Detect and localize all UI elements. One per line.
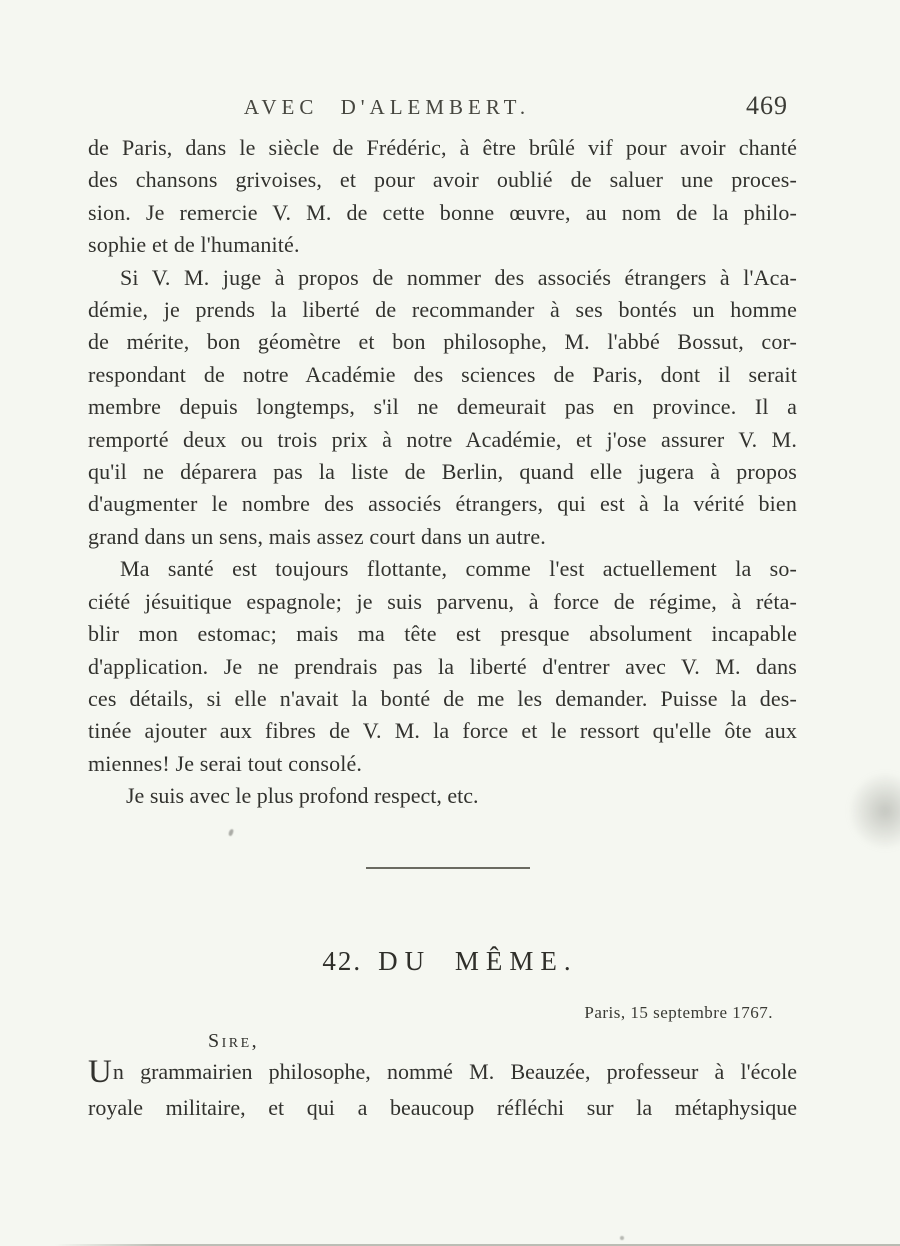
text-line: royale militaire, et qui a beaucoup réfléchi sur la métaphysique [88,1095,797,1120]
running-title: AVEC D'ALEMBERT. [243,95,531,119]
text-line: de Paris, dans le siècle de Frédéric, à être brûlé vif pour avoir chanté [88,135,797,160]
initial-capital: U [88,1054,113,1090]
section-divider-rule [366,867,530,869]
text-line: démie, je prends la liberté de recommander à ses bontés un homme [88,297,797,323]
scan-smudge-artifact [848,772,900,850]
salutation: Sire, [208,1030,260,1052]
paragraph [88,262,797,554]
text-line: Ma santé est toujours flottante, comme l'est actuellement la so- [120,556,797,582]
text-line: sion. Je remercie V. M. de cette bonne œuvre, au nom de la philo- [88,199,797,225]
letter-number: 42. [322,946,363,976]
text-line: des chansons grivoises, et pour avoir oublié de saluer une proces- [88,167,797,193]
text-line: d'application. Je ne prendrais pas la liberté d'entrer avec V. M. dans [88,653,797,679]
letter-42-opening [88,1054,797,1125]
text-line: Si V. M. juge à propos de nommer des associés étrangers à l'Aca- [120,264,797,290]
scan-speck-artifact [228,829,234,837]
text-line: remporté deux ou trois prix à notre Académie, et j'ose assurer V. M. [88,426,797,452]
text-line: sophie et de l'humanité. [88,232,300,258]
letter-title: DU MÊME. [378,946,578,976]
text-line: membre depuis longtemps, s'il ne demeurait pas en province. Il a [88,394,797,420]
text-line-rest: n grammairien philosophe, nommé M. Beauzée, professeur à l'école [112,1059,797,1084]
text-line: respondant de notre Académie des sciences de Paris, dont il serait [88,361,797,387]
text-line: d'augmenter le nombre des associés étrangers, qui est à la vérité bien [88,491,797,517]
dateline: Paris, 15 septembre 1767. [584,1003,773,1022]
text-line [88,1054,797,1090]
page-number: 469 [746,91,788,120]
text-line: tinée ajouter aux fibres de V. M. la force et le ressort qu'elle ôte aux [88,718,797,744]
scan-speck-artifact [620,1236,624,1240]
text-line: blir mon estomac; mais ma tête est presque absolument incapable [88,621,797,647]
text-line: miennes! Je serai tout consolé. [88,750,363,776]
text-line: de mérite, bon géomètre et bon philosophe, M. l'abbé Bossut, cor- [88,329,797,355]
text-line: grand dans un sens, mais assez court dans un autre. [88,523,546,549]
letter-42-heading [0,946,900,977]
paragraph [88,132,797,262]
text-line: qu'il ne déparera pas la liste de Berlin, quand elle jugera à propos [88,459,797,485]
text-line: ciété jésuitique espagnole; je suis parvenu, à force de régime, à réta- [88,588,797,614]
letter-41-body [88,132,797,813]
letter-closing: Je suis avec le plus profond respect, etc. [126,783,479,809]
text-line: ces détails, si elle n'avait la bonté de me les demander. Puisse la des- [88,685,797,711]
paragraph [88,553,797,780]
